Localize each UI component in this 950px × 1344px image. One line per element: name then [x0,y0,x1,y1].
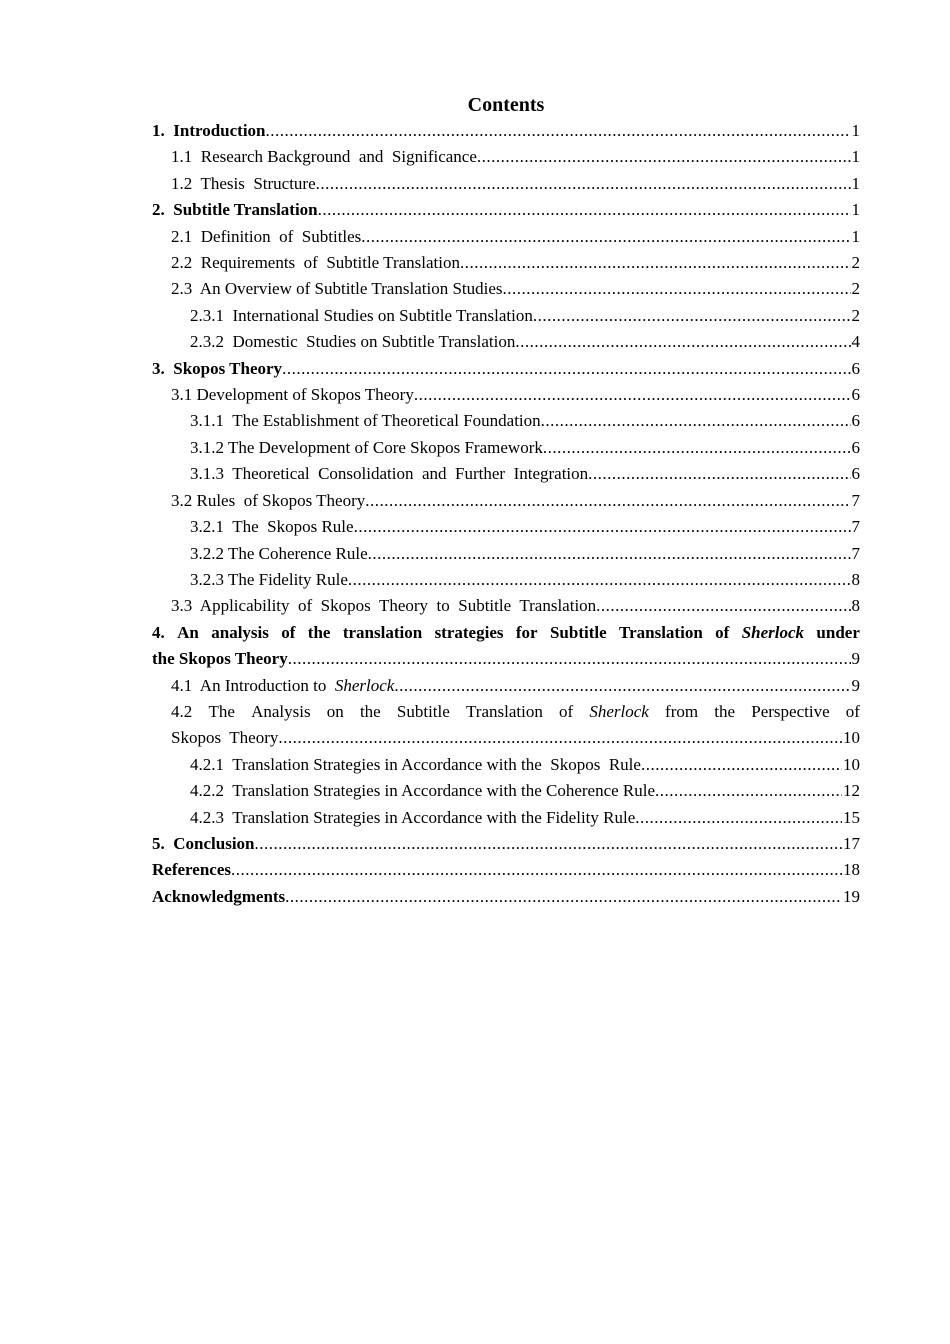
toc-word: for [515,622,538,642]
toc-entry-thesis-structure[interactable] [152,171,860,197]
dot-leader [348,567,851,593]
toc-word: of [281,622,296,642]
toc-page-number: 17 [843,833,860,853]
dot-leader [368,541,851,567]
toc-page [152,92,860,910]
toc-entry-label: 4.2.2 Translation Strategies in Accordance with the Coherence Rule [190,781,656,801]
toc-page-number: 1 [851,147,860,167]
toc-page-number: 1 [851,226,860,246]
toc-word: of [715,622,730,642]
toc-page-number: 1 [851,173,860,193]
toc-word: translation [342,622,423,642]
toc-entry-analysis-strategies[interactable] [152,620,860,673]
toc-entry-label: the Skopos Theory [152,649,288,669]
toc-entry-rules-of-skopos[interactable] [152,488,860,514]
dot-leader [354,514,851,540]
toc-entry-label: 2.3.2 Domestic Studies on Subtitle Translation [190,332,516,352]
dot-leader [285,884,842,910]
toc-word: the [359,701,381,721]
toc-word: 4.2 [171,701,193,721]
toc-entry-intro-sherlock[interactable] [152,673,860,699]
dot-leader [365,488,850,514]
toc-entry-label: 3.2.2 The Coherence Rule [190,543,368,563]
toc-entry-label: 2.3 An Overview of Subtitle Translation Studies [171,279,503,299]
toc-entry-label: 1.2 Thesis Structure [171,173,316,193]
toc-page-number: 6 [851,437,860,457]
toc-page-number: 2 [851,305,860,325]
toc-entry-label-line1 [171,699,860,725]
toc-entry-applicability[interactable] [152,593,860,619]
toc-entry-label: 2. Subtitle Translation [152,200,318,220]
toc-word: of [845,701,860,721]
toc-word: Translation [619,622,703,642]
toc-word: under [816,622,860,642]
toc-entry-label: 3.3 Applicability of Skopos Theory to Subtitle Translation [171,596,597,616]
toc-entry-label: References [152,860,231,880]
toc-word: of [559,701,574,721]
toc-entry-core-framework[interactable] [152,435,860,461]
toc-entry-label: 3.2 Rules of Skopos Theory [171,490,366,510]
dot-leader [394,673,850,699]
toc-page-number: 2 [851,253,860,273]
toc-entry-label: 5. Conclusion [152,833,255,853]
dot-leader [316,171,851,197]
toc-entry-label: 3.1.3 Theoretical Consolidation and Further Integration [190,464,589,484]
toc-entry-overview[interactable] [152,276,860,302]
toc-word: the [714,701,736,721]
toc-page-number: 10 [843,754,860,774]
toc-entry-label: 4.2.3 Translation Strategies in Accordance with the Fidelity Rule [190,807,636,827]
toc-entry-label: 3. Skopos Theory [152,358,283,378]
toc-word-italic: Sherlock [589,701,649,721]
dot-leader [515,329,850,355]
dot-leader [541,408,851,434]
toc-page-number: 9 [851,649,860,669]
toc-word: from [665,701,699,721]
toc-page-number: 7 [851,543,860,563]
toc-entry-label: Skopos Theory [171,728,279,748]
toc-entry-coherence-rule[interactable] [152,541,860,567]
toc-entry-analysis-perspective[interactable] [152,699,860,752]
toc-entry-label: 2.3.1 International Studies on Subtitle Translation [190,305,533,325]
toc-word: Subtitle [549,622,607,642]
toc-page-number: 6 [851,464,860,484]
dot-leader [288,646,851,672]
toc-entry-definition-of-subtitles[interactable] [152,224,860,250]
dot-leader [543,435,851,461]
toc-entry-label: Acknowledgments [152,886,286,906]
toc-page-number: 2 [851,279,860,299]
toc-entry-conclusion[interactable] [152,831,860,857]
toc-entry-introduction[interactable] [152,118,860,144]
toc-entry-development-of-skopos[interactable] [152,382,860,408]
dot-leader [255,831,843,857]
toc-word: An [177,622,199,642]
dot-leader [231,857,842,883]
toc-entry-label: 1. Introduction [152,121,266,140]
toc-page-number: 8 [851,596,860,616]
dot-leader [596,593,850,619]
toc-entry-label: 3.2.1 The Skopos Rule [190,517,354,537]
toc-page-number: 6 [851,358,860,378]
toc-entry-label: 4.2.1 Translation Strategies in Accordance with the Skopos Rule [190,754,641,774]
dot-leader [266,118,851,144]
toc-word: the [307,622,331,642]
toc-word: 4. [152,622,165,642]
toc-word: analysis [211,622,269,642]
dot-leader [361,224,850,250]
toc-entry-label: 3.1 Development of Skopos Theory [171,385,414,405]
toc-page-number: 19 [843,886,860,906]
toc-entry-label: 1.1 Research Background and Significance [171,147,477,167]
toc-page-number: 7 [851,517,860,537]
toc-entry-skopos-rule[interactable] [152,514,860,540]
toc-entry-strategies-coherence-rule[interactable] [152,778,860,804]
toc-word: The [208,701,235,721]
toc-word: on [326,701,344,721]
toc-word: Subtitle [396,701,450,721]
toc-entry-label: 3.1.1 The Establishment of Theoretical Foundation [190,411,541,431]
toc-page-number: 10 [843,728,860,748]
toc-entry-establishment[interactable] [152,408,860,434]
toc-entry-fidelity-rule[interactable] [152,567,860,593]
toc-page-number: 12 [843,781,860,801]
toc-word: Analysis [251,701,311,721]
dot-leader [655,778,842,804]
dot-leader [278,725,842,751]
toc-entry-strategies-skopos-rule[interactable] [152,752,860,778]
toc-page-number: 4 [851,332,860,352]
toc-entry-strategies-fidelity-rule[interactable] [152,805,860,831]
toc-entry-label-italic: Sherlock [334,675,395,695]
toc-page-number: 6 [851,385,860,405]
toc-word: Perspective [751,701,830,721]
toc-list [152,118,860,910]
toc-entry-references[interactable] [152,857,860,883]
toc-word: Translation [466,701,543,721]
dot-leader [460,250,851,276]
page-title: Contents [467,94,545,116]
dot-leader [503,276,851,302]
toc-word: strategies [434,622,504,642]
toc-entry-requirements[interactable] [152,250,860,276]
toc-entry-label-line2 [152,646,860,672]
dot-leader [282,356,850,382]
dot-leader [477,144,851,170]
toc-entry-acknowledgments[interactable] [152,884,860,910]
toc-entry-subtitle-translation[interactable] [152,197,860,223]
toc-entry-international-studies[interactable] [152,303,860,329]
toc-entry-label: 3.1.2 The Development of Core Skopos Framework [190,437,543,457]
toc-entry-label-text: 4.1 An Introduction to [171,675,335,695]
toc-page-number: 1 [851,200,860,220]
toc-page-number: 1 [851,121,860,140]
toc-entry-label-line2 [171,725,860,751]
dot-leader [414,382,851,408]
toc-entry-label [171,673,394,699]
toc-entry-label: 2.1 Definition of Subtitles [171,226,362,246]
toc-entry-domestic-studies[interactable] [152,329,860,355]
toc-page-number: 7 [851,490,860,510]
dot-leader [533,303,851,329]
toc-page-number: 18 [843,860,860,880]
dot-leader [635,805,842,831]
toc-page-number: 9 [851,675,860,695]
toc-word-italic: Sherlock [741,622,805,642]
toc-page-number: 15 [843,807,860,827]
toc-entry-skopos-theory[interactable] [152,356,860,382]
toc-entry-research-background[interactable] [152,144,860,170]
dot-leader [588,461,850,487]
toc-page-number: 6 [851,411,860,431]
toc-entry-label-line1 [152,620,860,646]
dot-leader [641,752,842,778]
toc-entry-consolidation[interactable] [152,461,860,487]
dot-leader [318,197,851,223]
toc-page-number: 8 [851,569,860,589]
toc-entry-label: 2.2 Requirements of Subtitle Translation [171,253,460,273]
toc-entry-label: 3.2.3 The Fidelity Rule [190,569,348,589]
